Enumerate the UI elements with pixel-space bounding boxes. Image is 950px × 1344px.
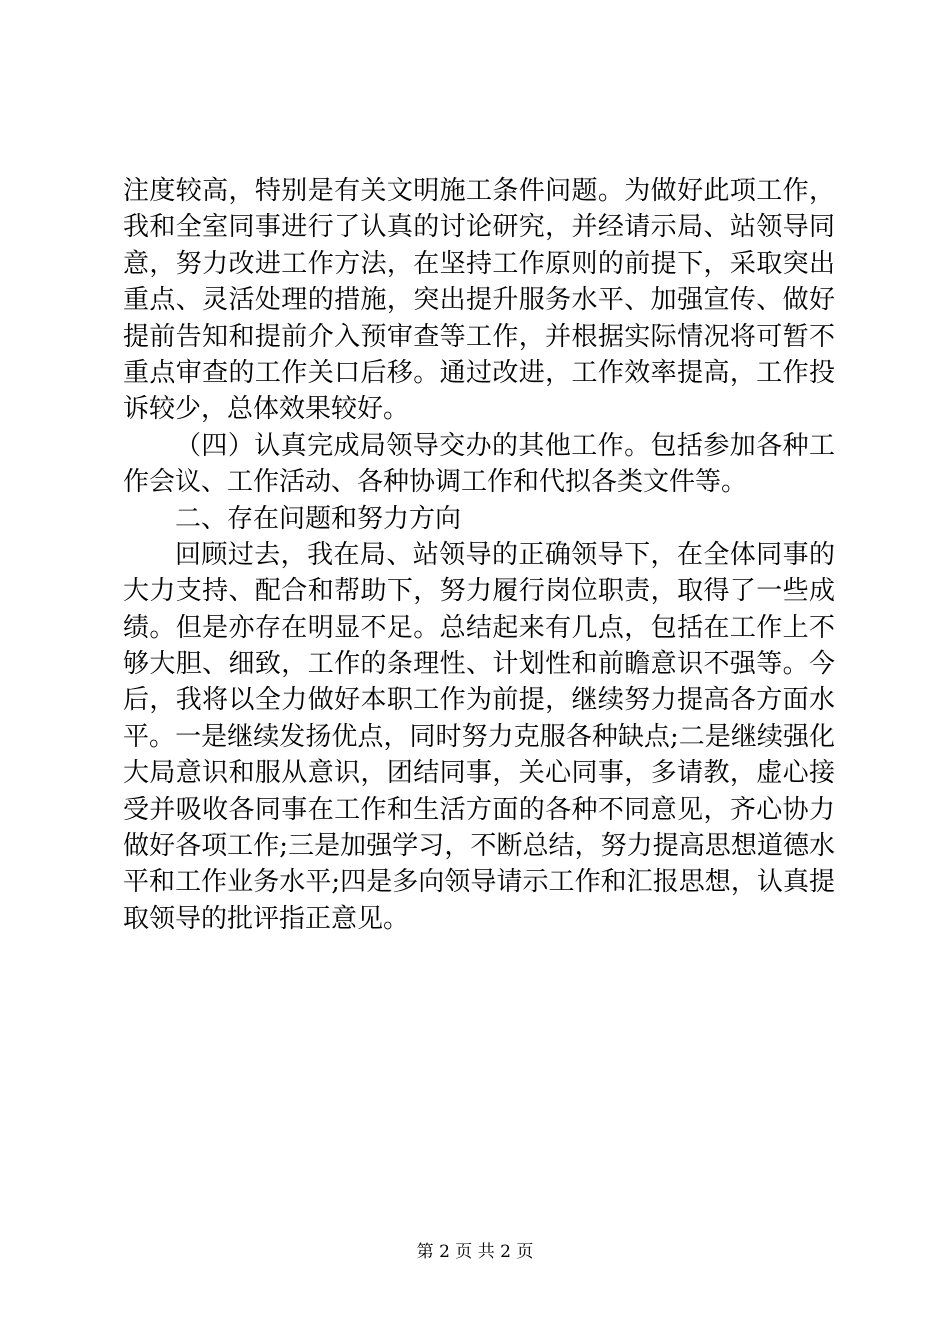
text-line: （四）认真完成局领导交办的其他工作。包括参加各种工	[175, 430, 835, 461]
text-line: 绩。但是亦存在明显不足。总结起来有几点，包括在工作上不	[123, 612, 835, 643]
text-line: 意，努力改进工作方法，在坚持工作原则的前提下，采取突出	[123, 248, 835, 279]
text-line: 重点、灵活处理的措施，突出提升服务水平、加强宣传、做好	[123, 285, 835, 316]
text-line: 二、存在问题和努力方向	[175, 503, 462, 534]
text-line: 我和全室同事进行了认真的讨论研究，并经请示局、站领导同	[123, 212, 835, 243]
text-line: 提前告知和提前介入预审查等工作，并根据实际情况将可暂不	[123, 321, 835, 352]
document-body	[123, 173, 835, 937]
text-line: 重点审查的工作关口后移。通过改进，工作效率提高，工作投	[123, 357, 835, 388]
text-line: 后，我将以全力做好本职工作为前提，继续努力提高各方面水	[123, 685, 835, 716]
text-line: 大力支持、配合和帮助下，努力履行岗位职责，取得了一些成	[123, 576, 835, 607]
text-line: 平和工作业务水平;四是多向领导请示工作和汇报思想，认真提	[123, 867, 835, 898]
text-line: 回顾过去，我在局、站领导的正确领导下，在全体同事的	[175, 539, 835, 570]
text-line: 作会议、工作活动、各种协调工作和代拟各类文件等。	[123, 467, 748, 498]
paragraph-lines	[123, 173, 835, 937]
text-line: 够大胆、细致，工作的条理性、计划性和前瞻意识不强等。今	[123, 649, 835, 680]
text-line: 受并吸收各同事在工作和生活方面的各种不同意见，齐心协力	[123, 794, 835, 825]
text-line: 诉较少，总体效果较好。	[123, 394, 410, 425]
text-line: 做好各项工作;三是加强学习，不断总结，努力提高思想道德水	[123, 831, 835, 862]
text-line: 取领导的批评指正意见。	[123, 903, 410, 934]
text-line: 大局意识和服从意识，团结同事，关心同事，多请教，虚心接	[123, 758, 835, 789]
text-line: 平。一是继续发扬优点，同时努力克服各种缺点;二是继续强化	[123, 721, 835, 752]
page-number-footer: 第 2 页 共 2 页	[416, 1242, 534, 1262]
text-line: 注度较高，特别是有关文明施工条件问题。为做好此项工作，	[123, 176, 835, 206]
